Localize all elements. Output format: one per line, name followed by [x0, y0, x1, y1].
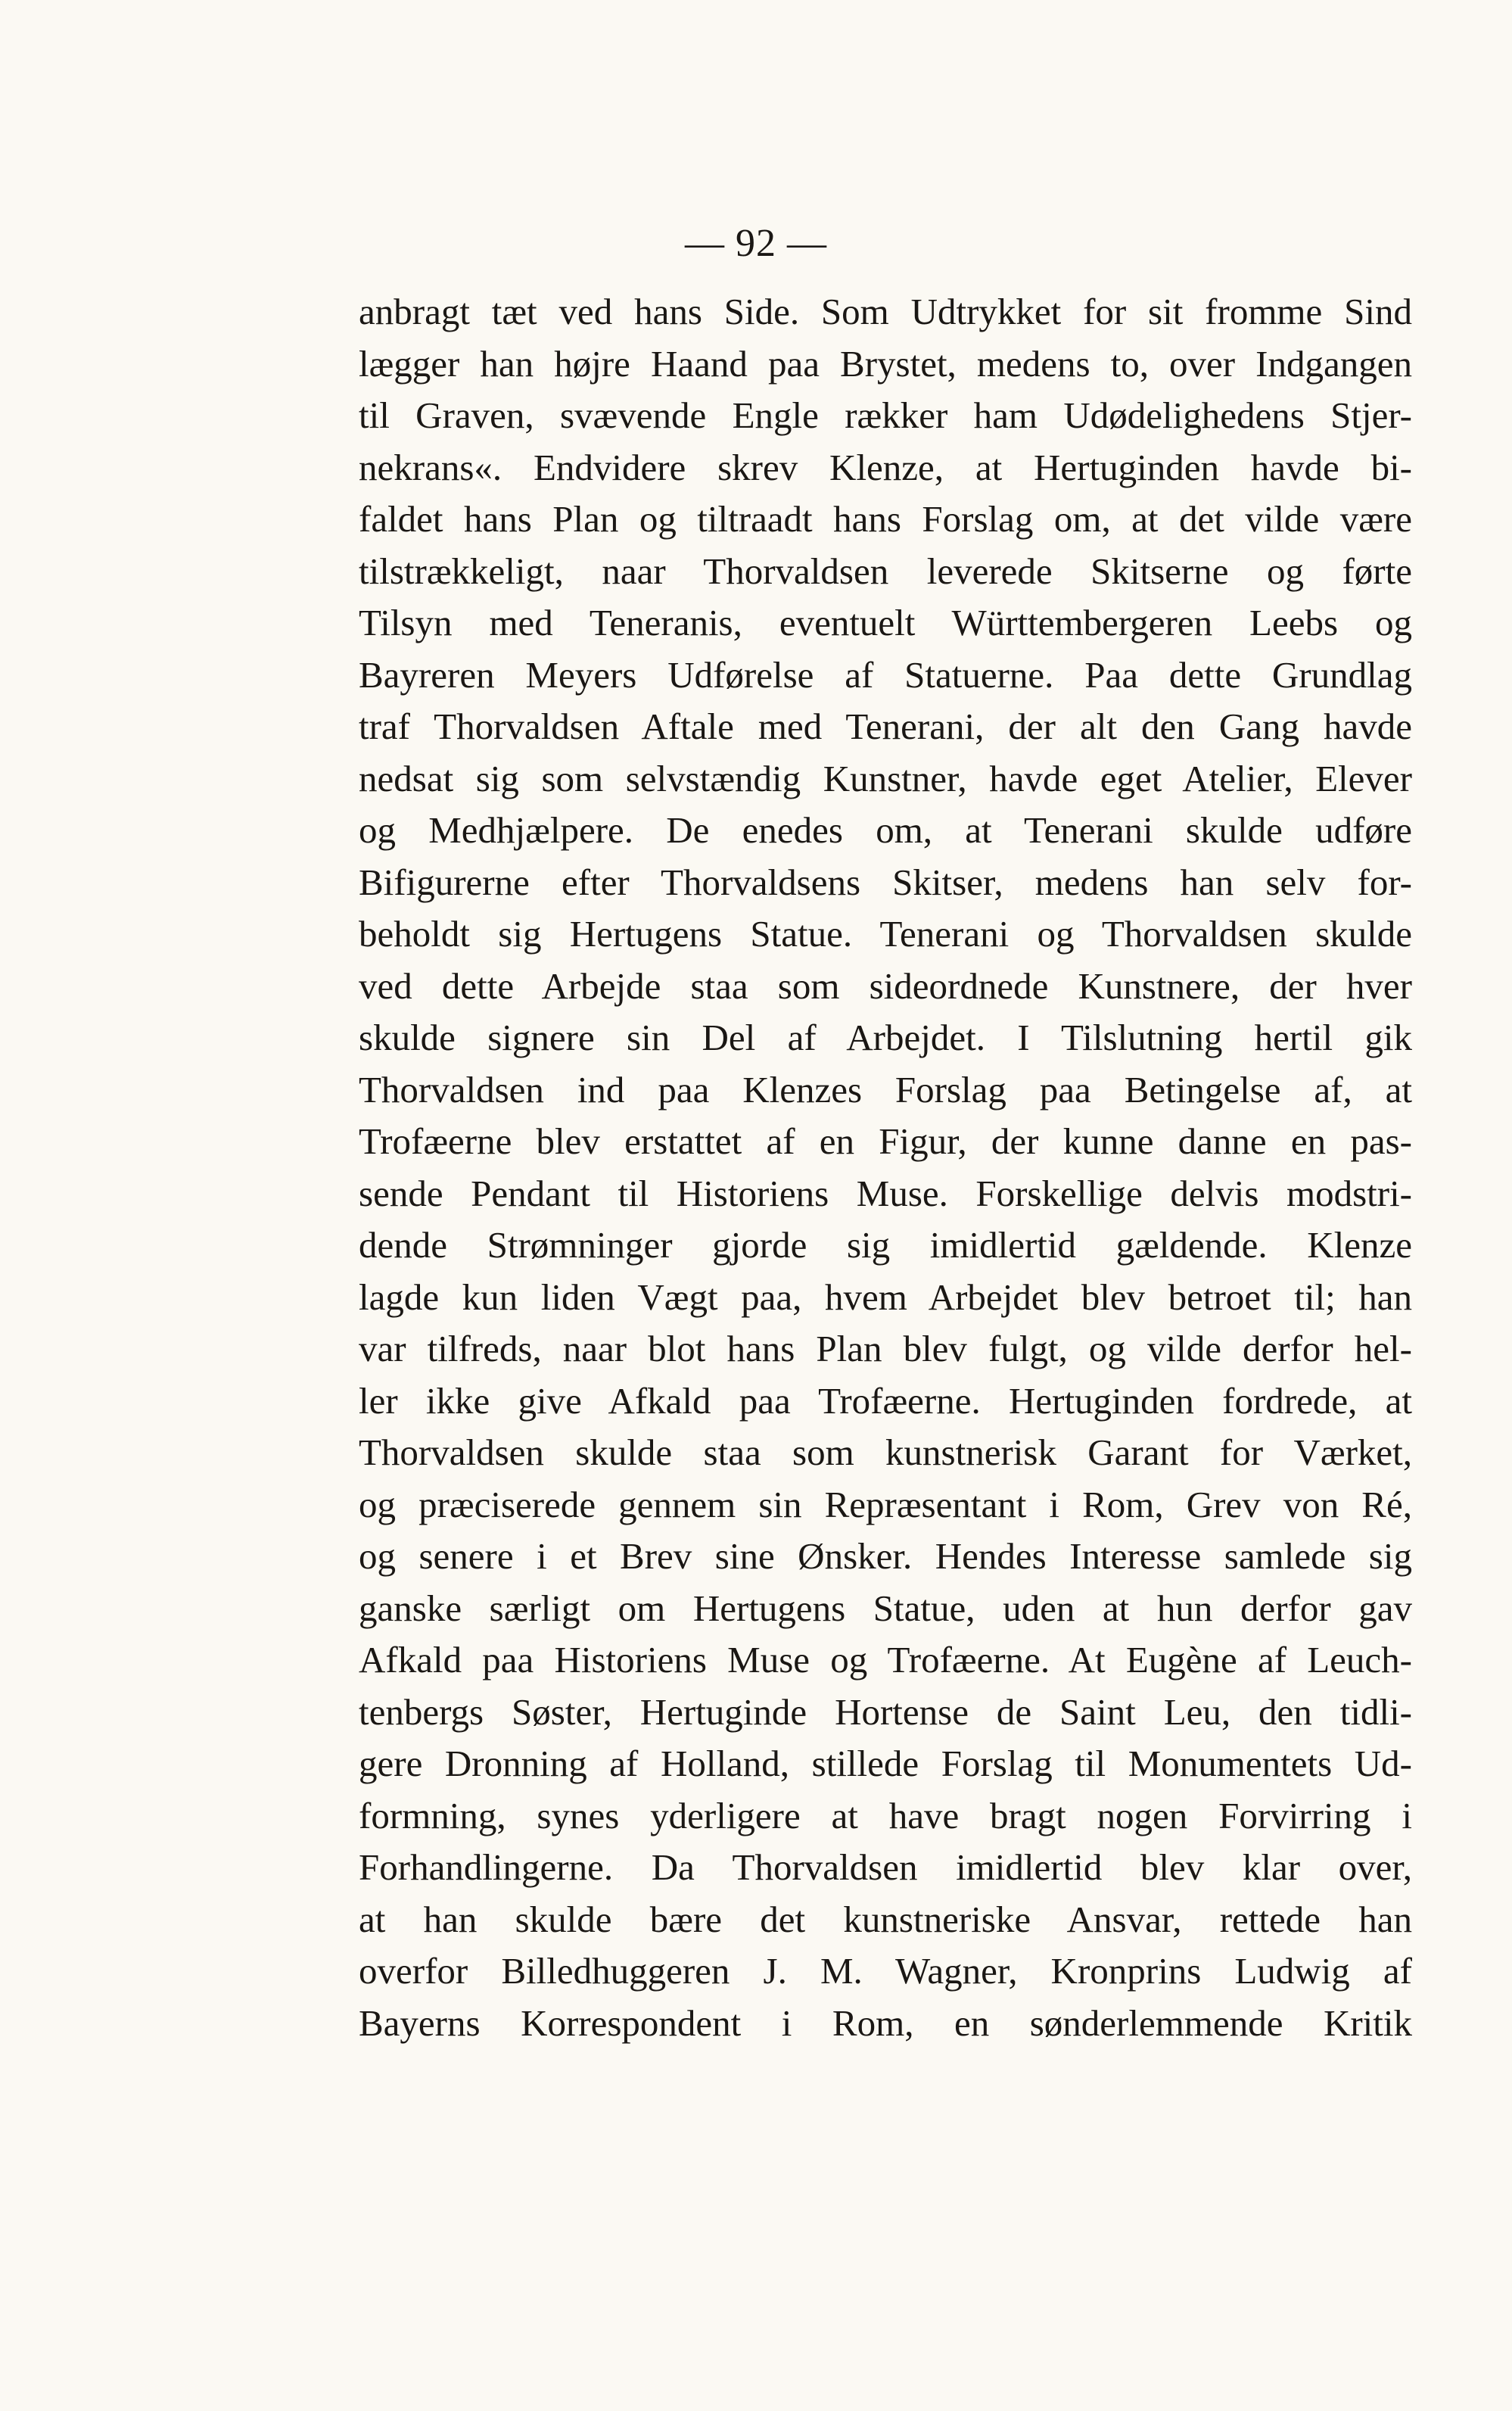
text-line: formning, synes yderligere at have bragt nogen Forvirring i [359, 1794, 1412, 1836]
text-line: Bayreren Meyers Udførelse af Statuerne. Paa dette Grundlag [359, 653, 1412, 696]
text-line: lægger han højre Haand paa Brystet, medens to, over Indgangen [359, 342, 1412, 385]
text-line: til Graven, svævende Engle rækker ham Udødelighedens Stjer- [359, 394, 1412, 436]
text-line: anbragt tæt ved hans Side. Som Udtrykket for sit fromme Sind [359, 291, 1412, 332]
text-line: gere Dronning af Holland, stillede Forslag til Monumentets Ud- [359, 1743, 1412, 1784]
body-text [359, 286, 1412, 2049]
text-line: Afkald paa Historiens Muse og Trofæerne. At Eugène af Leuch- [359, 1639, 1412, 1681]
text-line: og præciserede gennem sin Repræsentant i Rom, Grev von Ré, [359, 1483, 1412, 1525]
text-line: Thorvaldsen ind paa Klenzes Forslag paa Betingelse af, at [359, 1068, 1412, 1110]
text-line: var tilfreds, naar blot hans Plan blev fulgt, og vilde derfor hel- [359, 1328, 1412, 1369]
text-line: nedsat sig som selvstændig Kunstner, havde eget Atelier, Elever [359, 757, 1412, 799]
page-number: — 92 — [685, 222, 827, 265]
text-line: overfor Billedhuggeren J. M. Wagner, Kronprins Ludwig af [359, 1950, 1412, 1992]
text-line: Bifigurerne efter Thorvaldsens Skitser, medens han selv for- [359, 861, 1412, 903]
text-line: ganske særligt om Hertugens Statue, uden at hun derfor gav [359, 1587, 1412, 1629]
text-line: tilstrækkeligt, naar Thorvaldsen leverede Skitserne og førte [359, 550, 1412, 592]
text-line: beholdt sig Hertugens Statue. Tenerani og Thorvaldsen skulde [359, 913, 1412, 955]
text-line: Thorvaldsen skulde staa som kunstnerisk Garant for Værket, [359, 1431, 1412, 1473]
text-line: at han skulde bære det kunstneriske Ansvar, rettede han [359, 1898, 1412, 1940]
text-line: nekrans«. Endvidere skrev Klenze, at Hertuginden havde bi- [359, 446, 1412, 488]
text-line: dende Strømninger gjorde sig imidlertid gældende. Klenze [359, 1224, 1412, 1266]
text-line: ler ikke give Afkald paa Trofæerne. Hertuginden fordrede, at [359, 1379, 1412, 1422]
text-line: Bayerns Korrespondent i Rom, en sønderlemmende Kritik [359, 2001, 1412, 2044]
text-line: sende Pendant til Historiens Muse. Forskellige delvis modstri- [359, 1172, 1412, 1214]
text-line: og Medhjælpere. De enedes om, at Tenerani skulde udføre [359, 809, 1412, 851]
text-line: ved dette Arbejde staa som sideordnede Kunstnere, der hver [359, 964, 1412, 1007]
text-line: traf Thorvaldsen Aftale med Tenerani, der alt den Gang havde [359, 706, 1412, 747]
text-line: faldet hans Plan og tiltraadt hans Forslag om, at det vilde være [359, 498, 1412, 540]
text-line: Forhandlingerne. Da Thorvaldsen imidlertid blev klar over, [359, 1846, 1412, 1888]
text-line: skulde signere sin Del af Arbejdet. I Tilslutning hertil gik [359, 1017, 1412, 1058]
text-line: Trofæerne blev erstattet af en Figur, der kunne danne en pas- [359, 1120, 1412, 1162]
text-line: og senere i et Brev sine Ønsker. Hendes Interesse samlede sig [359, 1535, 1412, 1577]
text-line: Tilsyn med Teneranis, eventuelt Württembergeren Leebs og [359, 602, 1412, 643]
text-line: tenbergs Søster, Hertuginde Hortense de Saint Leu, den tidli- [359, 1690, 1412, 1733]
text-line: lagde kun liden Vægt paa, hvem Arbejdet blev betroet til; han [359, 1276, 1412, 1318]
